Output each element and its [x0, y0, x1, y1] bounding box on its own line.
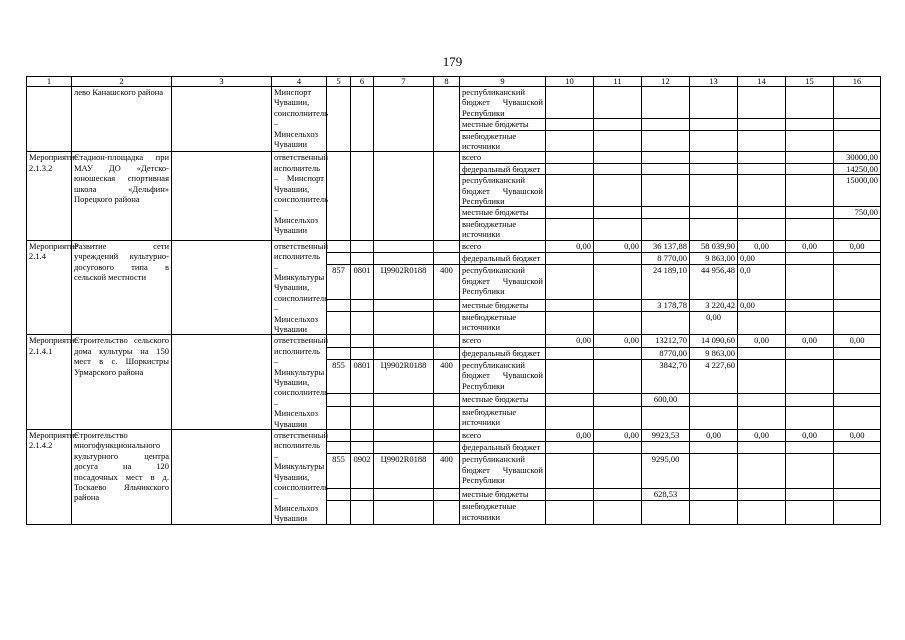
- source-label: республиканский бюджет Чувашской Республики: [460, 265, 546, 300]
- code-cell: 0902: [351, 454, 374, 489]
- value-cell: 0,00: [738, 335, 786, 347]
- activity-name: Развитие сети учреждений культурно-досугового типа в сельской местности: [72, 240, 172, 335]
- table-row: [27, 335, 881, 347]
- source-label: местные бюджеты: [460, 207, 546, 218]
- source-label: федеральный бюджет: [460, 252, 546, 264]
- col-header: 4: [272, 77, 327, 87]
- header-row: [27, 77, 881, 87]
- activity-id: Мероприятие 2.1.4.1: [27, 335, 72, 430]
- executor: Минспорт Чувашии, соисполнитель – Минсельхоз Чувашии: [272, 87, 327, 152]
- value-cell: 0,00: [786, 430, 834, 442]
- col-header: 16: [834, 77, 881, 87]
- col-header: 12: [642, 77, 690, 87]
- executor: ответственный исполнитель – Минкультуры Чувашии, соисполнитель – Минсельхоз Чувашии: [272, 240, 327, 335]
- table-row: [27, 240, 881, 252]
- source-label: всего: [460, 430, 546, 442]
- value-cell: 36 137,88: [642, 240, 690, 252]
- source-label: местные бюджеты: [460, 299, 546, 311]
- source-label: республиканский бюджет Чувашской Республики: [460, 175, 546, 207]
- source-label: внебюджетные источники: [460, 501, 546, 524]
- value-cell: 44 956,48: [690, 265, 738, 300]
- source-label: внебюджетные источники: [460, 130, 546, 152]
- value-cell: 8 770,00: [642, 252, 690, 264]
- value-cell: 0,0: [738, 265, 786, 300]
- source-label: федеральный бюджет: [460, 442, 546, 454]
- table-row: [27, 430, 881, 442]
- value-cell: 30000,00: [834, 152, 881, 163]
- value-cell: 750,00: [834, 207, 881, 218]
- activity-id: Мероприятие 2.1.3.2: [27, 152, 72, 240]
- budget-table: [26, 76, 881, 525]
- table-row: [27, 152, 881, 163]
- value-cell: 0,00: [786, 240, 834, 252]
- code-cell: 0801: [351, 359, 374, 394]
- value-cell: 3842,70: [642, 359, 690, 394]
- col-header: 10: [546, 77, 594, 87]
- value-cell: 4 227,60: [690, 359, 738, 394]
- code-cell: Ц9902R0188: [374, 265, 434, 300]
- value-cell: 3 178,78: [642, 299, 690, 311]
- value-cell: 0,00: [546, 335, 594, 347]
- code-cell: 857: [327, 265, 351, 300]
- source-label: всего: [460, 335, 546, 347]
- value-cell: 9923,53: [642, 430, 690, 442]
- value-cell: 0,00: [546, 430, 594, 442]
- activity-name: Строительство сельского дома культуры на 150 мест в с. Шоркистры Урмарского района: [72, 335, 172, 430]
- value-cell: 0,00: [738, 299, 786, 311]
- value-cell: 14 090,60: [690, 335, 738, 347]
- value-cell: 0,00: [594, 240, 642, 252]
- value-cell: 0,00: [690, 311, 738, 334]
- executor: ответственный исполнитель – Минкультуры Чувашии, соисполнитель – Минсельхоз Чувашии: [272, 335, 327, 430]
- source-label: местные бюджеты: [460, 119, 546, 130]
- value-cell: 15000,00: [834, 175, 881, 207]
- source-label: республиканский бюджет Чувашской Республики: [460, 359, 546, 394]
- source-label: внебюджетные источники: [460, 311, 546, 334]
- value-cell: 3 220,42: [690, 299, 738, 311]
- value-cell: 0,00: [738, 240, 786, 252]
- activity-id: Мероприятие 2.1.4.2: [27, 430, 72, 525]
- executor: ответственный исполнитель – Минспорт Чувашии, соисполнитель – Минсельхоз Чувашии: [272, 152, 327, 240]
- value-cell: 13212,70: [642, 335, 690, 347]
- col-header: 6: [351, 77, 374, 87]
- value-cell: 0,00: [738, 252, 786, 264]
- activity-name: Строительство многофункционального культурного центра досуга на 120 посадочных мест в д. Тоскаево Яльчикского района: [72, 430, 172, 525]
- value-cell: 9295,00: [642, 454, 690, 489]
- source-label: всего: [460, 240, 546, 252]
- value-cell: 14250,00: [834, 163, 881, 174]
- activity-id-cell: [27, 87, 72, 152]
- empty-cell: [172, 87, 272, 152]
- source-label: федеральный бюджет: [460, 347, 546, 359]
- activity-name: Стадион-площадка при МАУ ДО «Детско-юношеская спортивная школа «Дельфин» Порецкого района: [72, 152, 172, 240]
- value-cell: 0,00: [834, 240, 881, 252]
- table-row: [27, 87, 881, 119]
- code-cell: 855: [327, 359, 351, 394]
- value-cell: 628,53: [642, 488, 690, 500]
- value-cell: 0,00: [786, 335, 834, 347]
- col-header: 3: [172, 77, 272, 87]
- value-cell: 0,00: [834, 335, 881, 347]
- code-cell: 0801: [351, 265, 374, 300]
- activity-name: лево Канашского района: [72, 87, 172, 152]
- code-cell: Ц9902R0188: [374, 454, 434, 489]
- executor: ответственный исполнитель – Минкультуры Чувашии, соисполнитель – Минсельхоз Чувашии: [272, 430, 327, 525]
- value-cell: 58 039,90: [690, 240, 738, 252]
- code-cell: 400: [434, 265, 460, 300]
- col-header: 13: [690, 77, 738, 87]
- page-number: 179: [442, 54, 463, 69]
- source-label: республиканский бюджет Чувашской Республики: [460, 87, 546, 119]
- col-header: 9: [460, 77, 546, 87]
- value-cell: 24 189,10: [642, 265, 690, 300]
- value-cell: 0,00: [690, 430, 738, 442]
- code-cell: 400: [434, 359, 460, 394]
- col-header: 14: [738, 77, 786, 87]
- value-cell: 8770,00: [642, 347, 690, 359]
- source-label: внебюджетные источники: [460, 218, 546, 240]
- source-label: местные бюджеты: [460, 488, 546, 500]
- code-cell: 400: [434, 454, 460, 489]
- col-header: 8: [434, 77, 460, 87]
- col-header: 11: [594, 77, 642, 87]
- activity-id: Мероприятие 2.1.4: [27, 240, 72, 335]
- value-cell: 0,00: [738, 430, 786, 442]
- source-label: всего: [460, 152, 546, 163]
- value-cell: 0,00: [594, 335, 642, 347]
- code-cell: 855: [327, 454, 351, 489]
- source-label: внебюджетные источники: [460, 406, 546, 429]
- col-header: 7: [374, 77, 434, 87]
- source-label: местные бюджеты: [460, 394, 546, 406]
- col-header: 2: [72, 77, 172, 87]
- col-header: 15: [786, 77, 834, 87]
- value-cell: 600,00: [642, 394, 690, 406]
- value-cell: 0,00: [594, 430, 642, 442]
- col-header: 5: [327, 77, 351, 87]
- source-label: федеральный бюджет: [460, 163, 546, 174]
- value-cell: 9 863,00: [690, 347, 738, 359]
- value-cell: 0,00: [834, 430, 881, 442]
- col-header: 1: [27, 77, 72, 87]
- value-cell: 0,00: [546, 240, 594, 252]
- source-label: республиканский бюджет Чувашской Республики: [460, 454, 546, 489]
- value-cell: 9 863,00: [690, 252, 738, 264]
- code-cell: Ц9902R0188: [374, 359, 434, 394]
